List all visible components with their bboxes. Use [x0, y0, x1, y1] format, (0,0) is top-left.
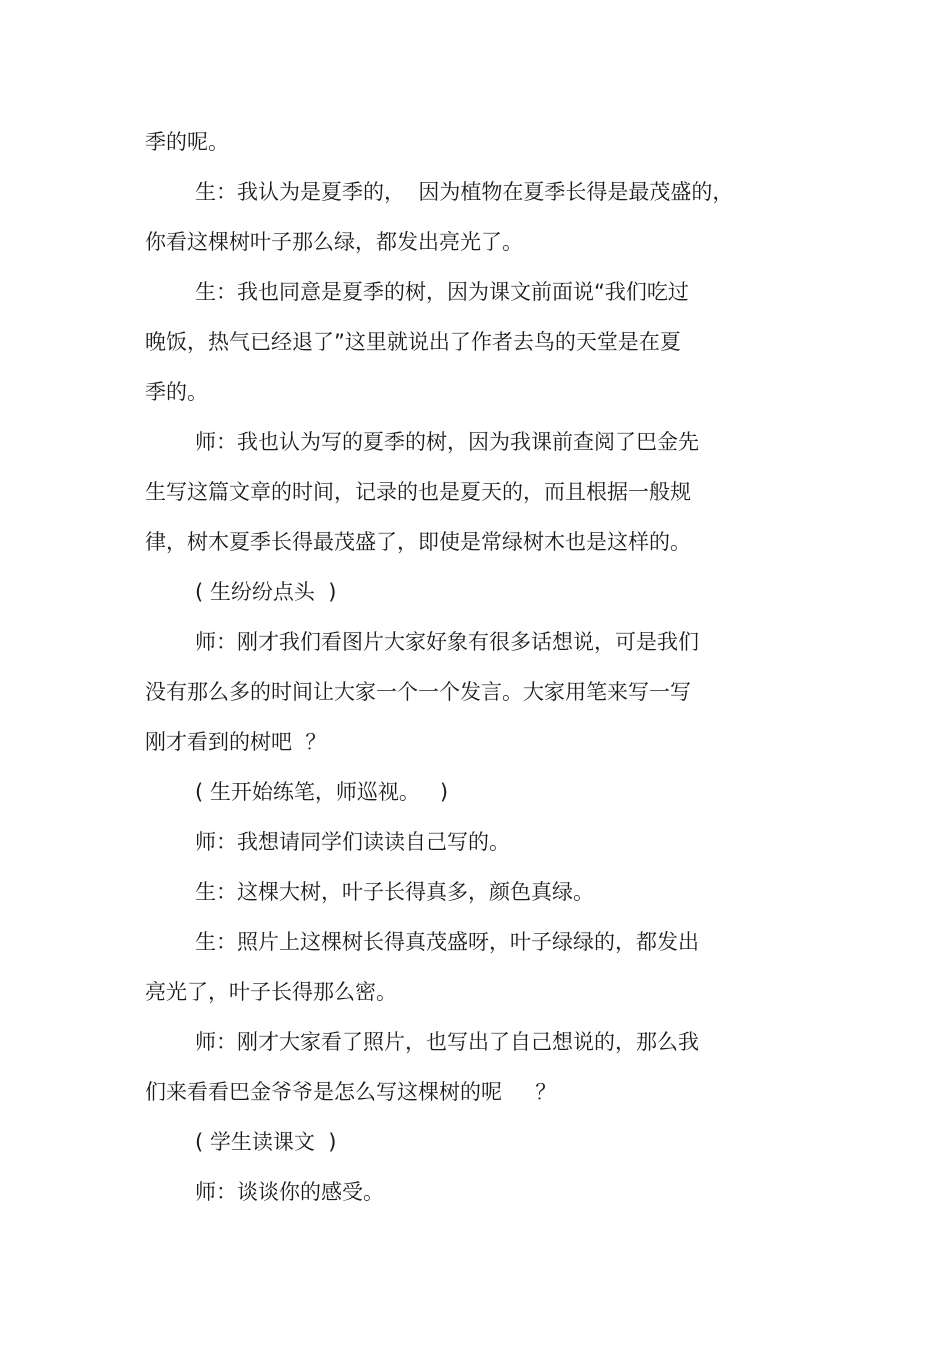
- text-line: 师：谈谈你的感受。: [195, 1180, 384, 1204]
- text-line: 季的呢。: [145, 130, 229, 154]
- text-line: 生：我也同意是夏季的树，因为课文前面说“我们吃过: [195, 280, 689, 304]
- text-line: ( 生纷纷点头 ): [195, 580, 337, 604]
- text-line: 生：照片上这棵树长得真茂盛呀，叶子绿绿的，都发出: [195, 930, 699, 954]
- text-line: 师：刚才大家看了照片，也写出了自己想说的，那么我: [195, 1030, 699, 1054]
- text-line: 你看这棵树叶子那么绿，都发出亮光了。: [145, 230, 523, 254]
- text-line: 师：我想请同学们读读自己写的。: [195, 830, 510, 854]
- text-line: 没有那么多的时间让大家一个一个发言。大家用笔来写一写: [145, 680, 691, 704]
- text-line: ( 生开始练笔，师巡视。 ): [195, 780, 449, 804]
- text-line: 们来看看巴金爷爷是怎么写这棵树的呢 ？: [145, 1080, 557, 1104]
- text-line: 师：我也认为写的夏季的树，因为我课前查阅了巴金先: [195, 430, 699, 454]
- text-line: ( 学生读课文 ): [195, 1130, 337, 1154]
- text-line: 晚饭，热气已经退了”这里就说出了作者去鸟的天堂是在夏: [145, 330, 681, 354]
- text-line: 生：我认为是夏季的， 因为植物在夏季长得是最茂盛的，: [195, 180, 734, 204]
- text-line: 亮光了，叶子长得那么密。: [145, 980, 397, 1004]
- text-line: 季的。: [145, 380, 208, 404]
- text-line: 生写这篇文章的时间，记录的也是夏天的，而且根据一般规: [145, 480, 691, 504]
- text-line: 律，树木夏季长得最茂盛了，即使是常绿树木也是这样的。: [145, 530, 691, 554]
- text-line: 生：这棵大树，叶子长得真多，颜色真绿。: [195, 880, 594, 904]
- text-line: 刚才看到的树吧 ？: [145, 730, 327, 754]
- text-line: 师：刚才我们看图片大家好象有很多话想说，可是我们: [195, 630, 699, 654]
